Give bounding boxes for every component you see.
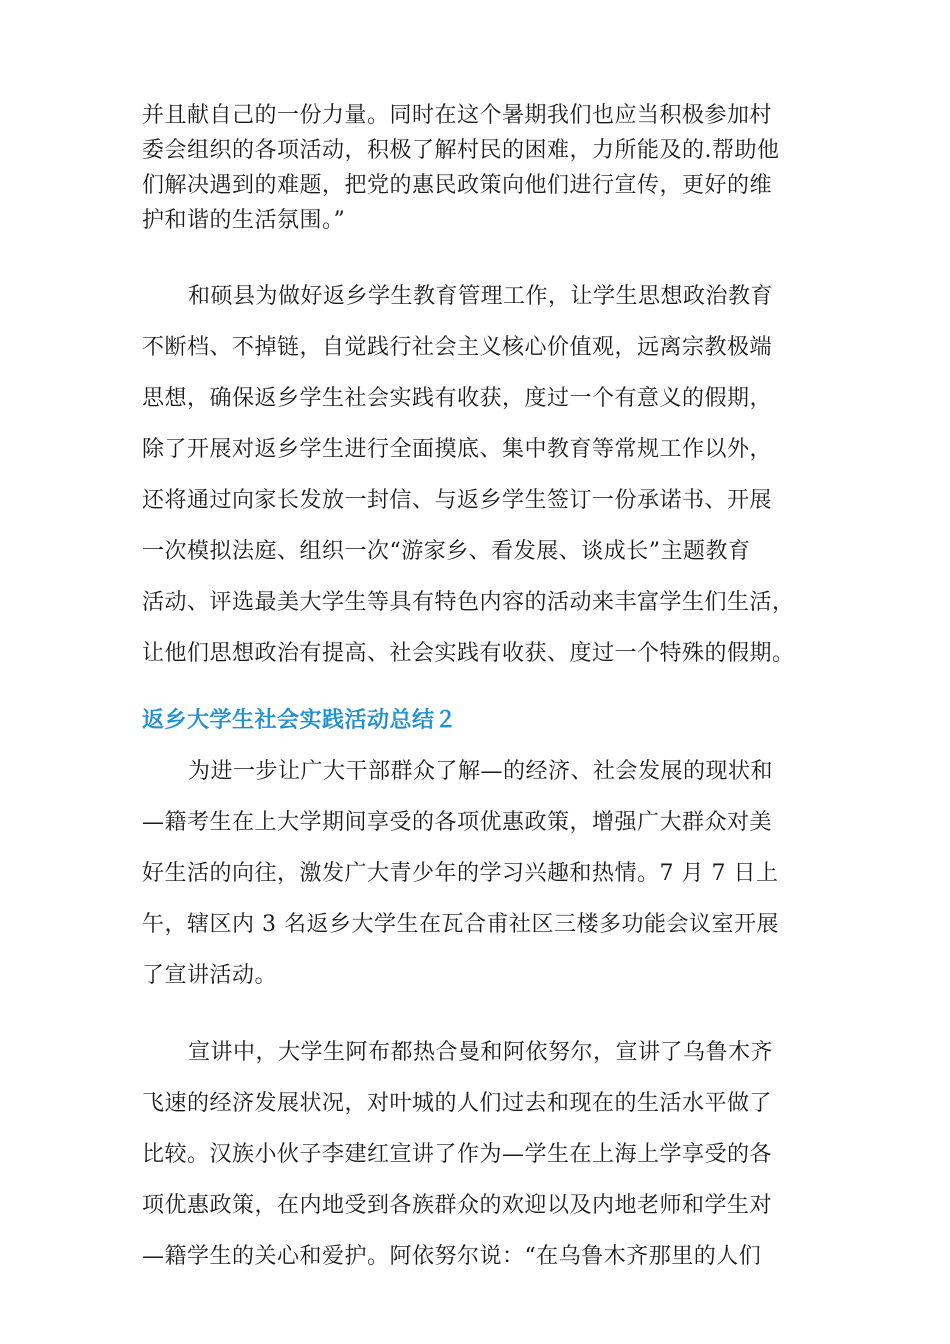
text-line: 并且献自己的一份力量。同时在这个暑期我们也应当积极参加村 [142,103,773,128]
text-line: 为进一步让广大干部群众了解—的经济、社会发展的现状和 [188,759,774,784]
text-line: 项优惠政策，在内地受到各族群众的欢迎以及内地老师和学生对 [142,1193,773,1218]
text-line: 护和谐的生活氛围。” [142,208,346,233]
paragraph-lecture-content [142,1027,812,1282]
text-line: 了宣讲活动。 [142,963,278,988]
text-line: 一次模拟法庭、组织一次“游家乡、看发展、谈成长”主题教育 [142,539,751,564]
text-line: 思想，确保返乡学生社会实践有收获，度过一个有意义的假期， [142,386,773,411]
text-line: 午，辖区内 3 名返乡大学生在瓦合甫社区三楼多功能会议室开展 [142,912,779,937]
text-line: 活动、评选最美大学生等具有特色内容的活动来丰富学生们生活， [142,590,795,615]
text-line: 宣讲中，大学生阿布都热合曼和阿依努尔，宣讲了乌鲁木齐 [188,1040,774,1065]
text-line: 比较。汉族小伙子李建红宣讲了作为—学生在上海上学享受的各 [142,1142,773,1167]
paragraph-lecture-intro [142,746,812,1001]
text-line: 不断档、不掉链，自觉践行社会主义核心价值观，远离宗教极端 [142,335,773,360]
text-line: 除了开展对返乡学生进行全面摸底、集中教育等常规工作以外， [142,437,773,462]
text-line: —籍考生在上大学期间享受的各项优惠政策，增强广大群众对美 [142,810,773,835]
text-line: —籍学生的关心和爱护。阿依努尔说：“在乌鲁木齐那里的人们 [142,1244,762,1269]
text-line: 委会组织的各项活动，积极了解村民的困难，力所能及的.帮助他 [142,138,780,163]
text-line: 们解决遇到的难题，把党的惠民政策向他们进行宣传，更好的维 [142,173,773,198]
paragraph-continuation [142,98,812,238]
paragraph-hoshuo-county [142,271,812,679]
text-line: 还将通过向家长发放一封信、与返乡学生签订一份承诺书、开展 [142,488,773,513]
text-line: 让他们思想政治有提高、社会实践有收获、度过一个特殊的假期。 [142,641,795,666]
section-heading: 返乡大学生社会实践活动总结２ [142,708,458,733]
text-line: 好生活的向往，激发广大青少年的学习兴趣和热情。7 月 7 日上 [142,861,779,886]
text-line: 飞速的经济发展状况，对叶城的人们过去和现在的生活水平做了 [142,1091,773,1116]
document-body [142,98,812,1282]
text-line: 和硕县为做好返乡学生教育管理工作，让学生思想政治教育 [188,284,774,309]
